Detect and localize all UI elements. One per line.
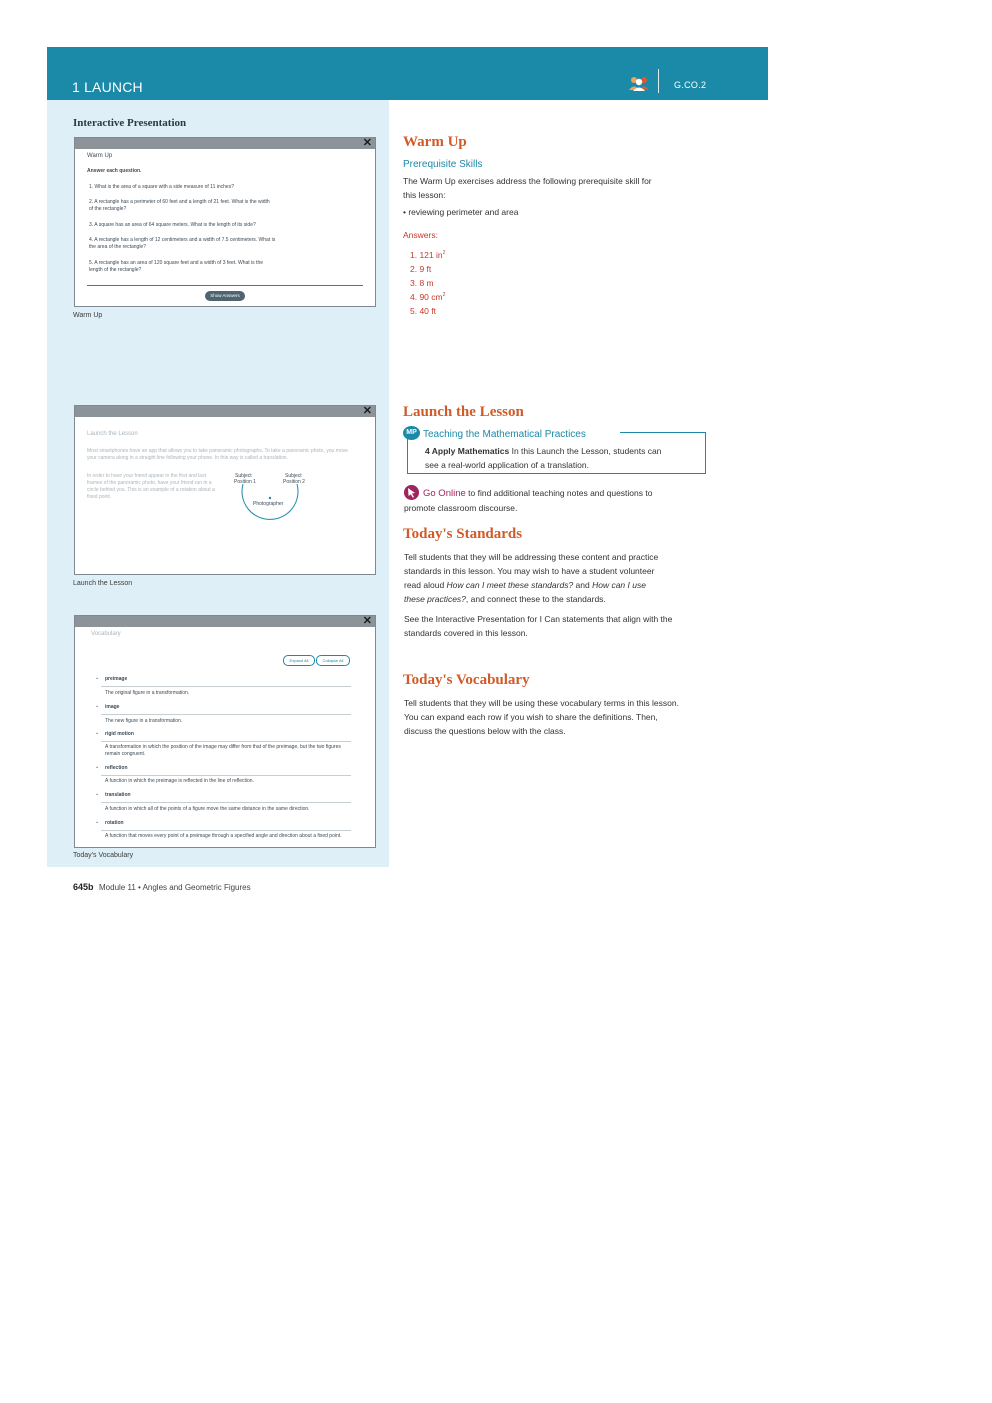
vocab-term: reflection	[105, 765, 128, 771]
go-online-line-1	[423, 486, 652, 501]
vocabulary-heading: Today's Vocabulary	[403, 672, 530, 688]
mp-heading: Teaching the Mathematical Practices	[423, 429, 586, 440]
vocab-divider	[101, 830, 351, 831]
prerequisite-heading: Prerequisite Skills	[403, 159, 483, 170]
section-header	[47, 47, 768, 100]
vocab-term: rigid motion	[105, 731, 134, 737]
launch-para: In order to have your friend appear in the first and last	[87, 473, 206, 479]
standards-heading: Today's Standards	[403, 526, 523, 542]
standards-line: standards covered in this lesson.	[404, 628, 528, 638]
vocabulary-caption: Today's Vocabulary	[73, 852, 134, 859]
mp-box-rule	[620, 432, 705, 433]
launch-intro: Most smartphones have an app that allows you to take panoramic photographs. To take a panoramic photo, you move	[87, 448, 348, 454]
warmup-question: 1. What is the area of a square with a side measure of 11 inches?	[89, 184, 234, 190]
vocabulary-screenshot[interactable]	[74, 615, 376, 848]
chevron-down-icon[interactable]: ⌄	[95, 730, 100, 736]
launch-para: fixed point.	[87, 494, 112, 500]
close-icon[interactable]: ✕	[362, 615, 372, 627]
warmup-question: 3. A square has an area of 64 square meters. What is the length of its side?	[89, 222, 256, 228]
standards-line: See the Interactive Presentation for I Can statements that align with the	[404, 614, 673, 624]
vocab-definition: A transformation in which the position of the image may differ from that of the preimage, but the two figures remain congruent.	[105, 744, 341, 757]
standards-text: read aloud	[404, 580, 447, 590]
close-icon[interactable]: ✕	[362, 405, 372, 417]
vocab-definition: A function in which the preimage is reflected in the line of reflection.	[105, 778, 254, 784]
mp-line-2: see a real-world application of a translation.	[425, 460, 589, 470]
header-divider	[658, 69, 659, 93]
panel-heading: Interactive Presentation	[73, 117, 187, 129]
mp-icon: MP	[403, 426, 420, 440]
answer-item: 3. 8 m	[410, 278, 434, 288]
answer-item	[410, 250, 445, 260]
warmup-bullet: • reviewing perimeter and area	[403, 207, 519, 217]
launch-para: circle behind you. This is an example of a rotation about a	[87, 487, 215, 493]
warmup-question: 2. A rectangle has a perimeter of 60 feet and a length of 21 feet. What is the width	[89, 199, 270, 205]
footer-module: Module 11 • Angles and Geometric Figures	[99, 883, 251, 892]
cursor-icon	[404, 485, 419, 500]
window-titlebar	[75, 406, 375, 417]
answer-text: 1. 121 in	[410, 250, 443, 260]
warmup-question: 4. A rectangle has a length of 12 centimeters and a width of 7.5 centimeters. What is	[89, 237, 276, 243]
vocab-term: image	[105, 704, 120, 710]
chevron-down-icon[interactable]: ⌄	[95, 819, 100, 825]
go-online-text: to find additional teaching notes and questions to	[465, 488, 653, 498]
answer-item: 5. 40 ft	[410, 306, 436, 316]
vocab-term: preimage	[105, 676, 128, 682]
vocabulary-line: You can expand each row if you wish to share the definitions. Then,	[404, 712, 658, 722]
group-work-icon	[628, 75, 650, 91]
go-online-line-2: promote classroom discourse.	[404, 503, 518, 513]
answer-exponent: 2	[442, 250, 446, 257]
warmup-question: the area of the rectangle?	[89, 244, 146, 250]
label-photographer: Photographer	[253, 501, 284, 507]
expand-all-button[interactable]: Expand All	[283, 655, 315, 666]
launch-caption: Launch the Lesson	[73, 580, 133, 587]
warmup-screenshot[interactable]	[74, 137, 376, 307]
page-number: 645b	[73, 882, 94, 892]
vocab-title: Vocabulary	[91, 631, 121, 637]
launch-para: frames of the panoramic photo, have your friend run in a	[87, 480, 212, 486]
vocabulary-line: Tell students that they will be using these vocabulary terms in this lesson.	[404, 698, 679, 708]
label-position-2: Position 2	[283, 479, 305, 485]
chevron-down-icon[interactable]: ⌄	[95, 764, 100, 770]
standards-line: Tell students that they will be addressing these content and practice	[404, 552, 659, 562]
answer-exponent: 2	[442, 292, 446, 299]
standards-line	[404, 578, 646, 592]
vocab-definition: A function that moves every point of a preimage through a specified angle and direction about a fixed point.	[105, 833, 342, 839]
warmup-heading: Warm Up	[403, 134, 467, 150]
mp-line-1	[425, 444, 661, 458]
chevron-down-icon[interactable]: ⌄	[95, 675, 100, 681]
section-title: 1 LAUNCH	[72, 79, 143, 95]
answers-label: Answers:	[403, 230, 438, 240]
mp-text: In this Launch the Lesson, students can	[509, 446, 662, 456]
answer-item	[410, 292, 445, 302]
vocab-divider	[101, 802, 351, 803]
vocabulary-line: discuss the questions below with the class.	[404, 726, 566, 736]
standards-text: , and connect these to the standards.	[465, 594, 606, 604]
warmup-question: of the rectangle?	[89, 206, 127, 212]
vocab-term: translation	[105, 792, 131, 798]
window-titlebar	[75, 616, 375, 627]
launch-title: Launch the Lesson	[87, 431, 138, 437]
show-answers-button[interactable]: Show Answers	[205, 291, 245, 301]
warmup-rule	[87, 285, 363, 286]
warmup-title: Warm Up	[87, 153, 113, 159]
launch-heading: Launch the Lesson	[403, 404, 524, 420]
vocab-divider	[101, 686, 351, 687]
close-icon[interactable]: ✕	[362, 137, 372, 149]
standards-text: and	[573, 580, 593, 590]
standards-question: How can I use	[592, 580, 646, 590]
standards-line	[404, 592, 606, 606]
standard-code: G.CO.2	[674, 80, 707, 90]
vocab-definition: The new figure in a transformation.	[105, 718, 183, 724]
label-subject-2: Subject	[285, 473, 302, 479]
vocab-divider	[101, 775, 351, 776]
answer-item: 2. 9 ft	[410, 264, 432, 274]
warmup-prompt: Answer each question.	[87, 168, 142, 174]
window-titlebar	[75, 138, 375, 149]
answer-text: 4. 90 cm	[410, 292, 443, 302]
warmup-question: 5. A rectangle has an area of 120 square feet and a width of 3 feet. What is the	[89, 260, 264, 266]
warmup-question: length of the rectangle?	[89, 267, 142, 273]
launch-intro: your camera along in a straight line following your phone. In this way is called a translation.	[87, 455, 288, 461]
vocab-divider	[101, 741, 351, 742]
vocab-divider	[101, 714, 351, 715]
label-position-1: Position 1	[234, 479, 256, 485]
chevron-down-icon[interactable]: ⌄	[95, 703, 100, 709]
warmup-caption: Warm Up	[73, 312, 103, 319]
warmup-body-line: The Warm Up exercises address the following prerequisite skill for	[403, 176, 652, 186]
standards-question: How can I meet these standards?	[446, 580, 574, 590]
launch-screenshot[interactable]	[74, 405, 376, 575]
go-online-link[interactable]: Go Online	[423, 488, 466, 499]
standards-line: standards in this lesson. You may wish to have a student volunteer	[404, 566, 655, 576]
warmup-body-line: this lesson:	[403, 190, 446, 200]
vocab-definition: A function in which all of the points of a figure move the same distance in the same direction.	[105, 806, 310, 812]
standards-question: these practices?	[404, 594, 466, 604]
collapse-all-button[interactable]: Collapse All	[316, 655, 350, 666]
label-subject-1: Subject	[235, 473, 252, 479]
vocab-definition: The original figure in a transformation.	[105, 690, 190, 696]
chevron-down-icon[interactable]: ⌄	[95, 791, 100, 797]
vocab-term: rotation	[105, 820, 124, 826]
mp-practice: 4 Apply Mathematics	[425, 446, 510, 456]
